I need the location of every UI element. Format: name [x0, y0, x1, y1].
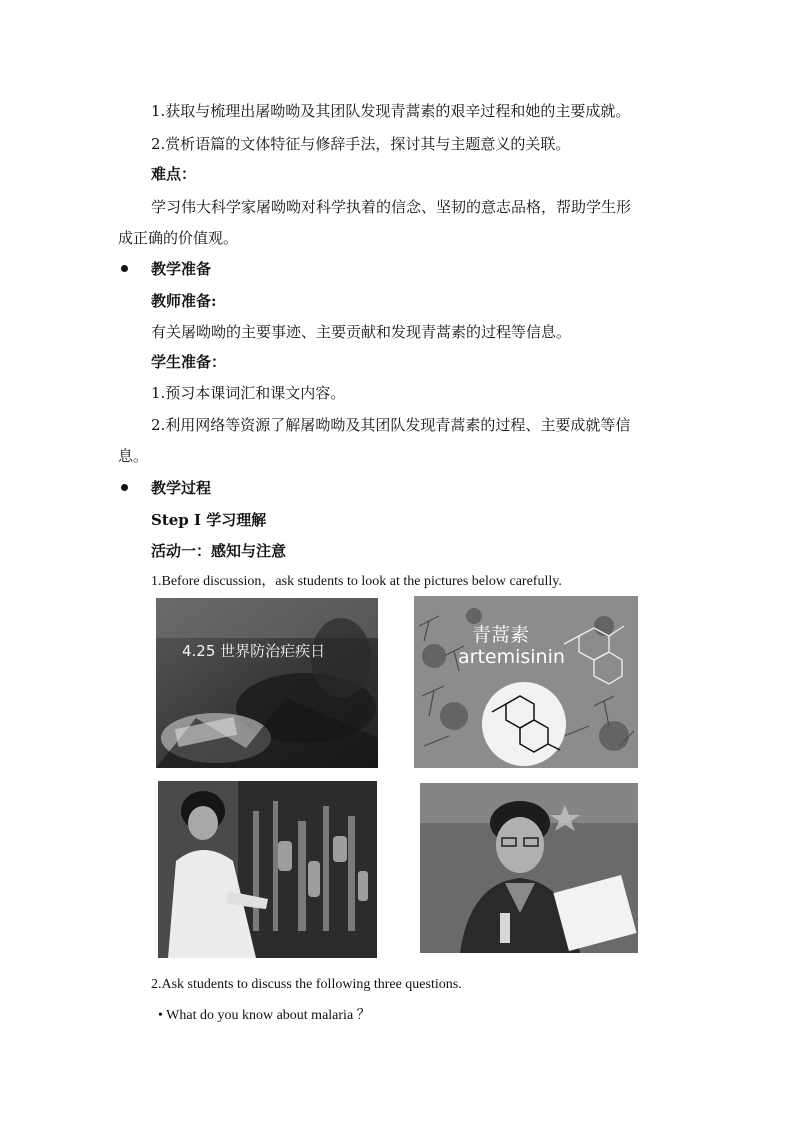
goal-item-2: 2.赏析语篇的文体特征与修辞手法，探讨其与主题意义的关联。 [151, 135, 571, 153]
photo-award-portrait [420, 783, 638, 953]
student-prep-item-2-line1: 2.利用网络等资源了解屠呦呦及其团队发现青蒿素的过程、主要成就等信 [151, 416, 631, 434]
instruction-2: 2.Ask students to discuss the following three questions. [151, 977, 462, 992]
process-heading: 教学过程 [151, 479, 212, 497]
student-prep-item-2-line2: 息。 [118, 447, 149, 465]
photo-scientist-lab [158, 781, 377, 958]
photo2-caption-en: artemisinin [458, 646, 565, 668]
photo1-caption: 4.25 世界防治疟疾日 [182, 642, 326, 660]
teacher-prep-text: 有关屠呦呦的主要事迹、主要贡献和发现青蒿素的过程等信息。 [151, 323, 572, 341]
teacher-prep-heading: 教师准备: [151, 292, 217, 310]
photo-malaria-day [156, 598, 378, 768]
question-1: • What do you know about malaria ？ [158, 1008, 371, 1023]
instruction-1: 1.Before discussion，ask students to look at the pictures below carefully. [151, 574, 562, 589]
goal-item-1: 1.获取与梳理出屠呦呦及其团队发现青蒿素的艰辛过程和她的主要成就。 [151, 102, 631, 120]
photo-artemisinin [414, 596, 638, 768]
student-prep-heading: 学生准备： [151, 353, 227, 371]
difficulty-text-line1: 学习伟大科学家屠呦呦对科学执着的信念、坚韧的意志品格，帮助学生形 [151, 198, 632, 216]
bullet-icon [121, 484, 128, 491]
difficulty-text-line2: 成正确的价值观。 [118, 229, 239, 247]
step-heading: Step Ⅰ 学习理解 [151, 511, 267, 529]
student-prep-item-1: 1.预习本课词汇和课文内容。 [151, 384, 346, 402]
difficulty-heading: 难点： [151, 165, 197, 183]
preparation-heading: 教学准备 [151, 260, 212, 278]
photo2-caption-cn: 青蒿素 [472, 624, 530, 646]
activity-heading: 活动一：感知与注意 [151, 542, 287, 560]
bullet-icon [121, 265, 128, 272]
